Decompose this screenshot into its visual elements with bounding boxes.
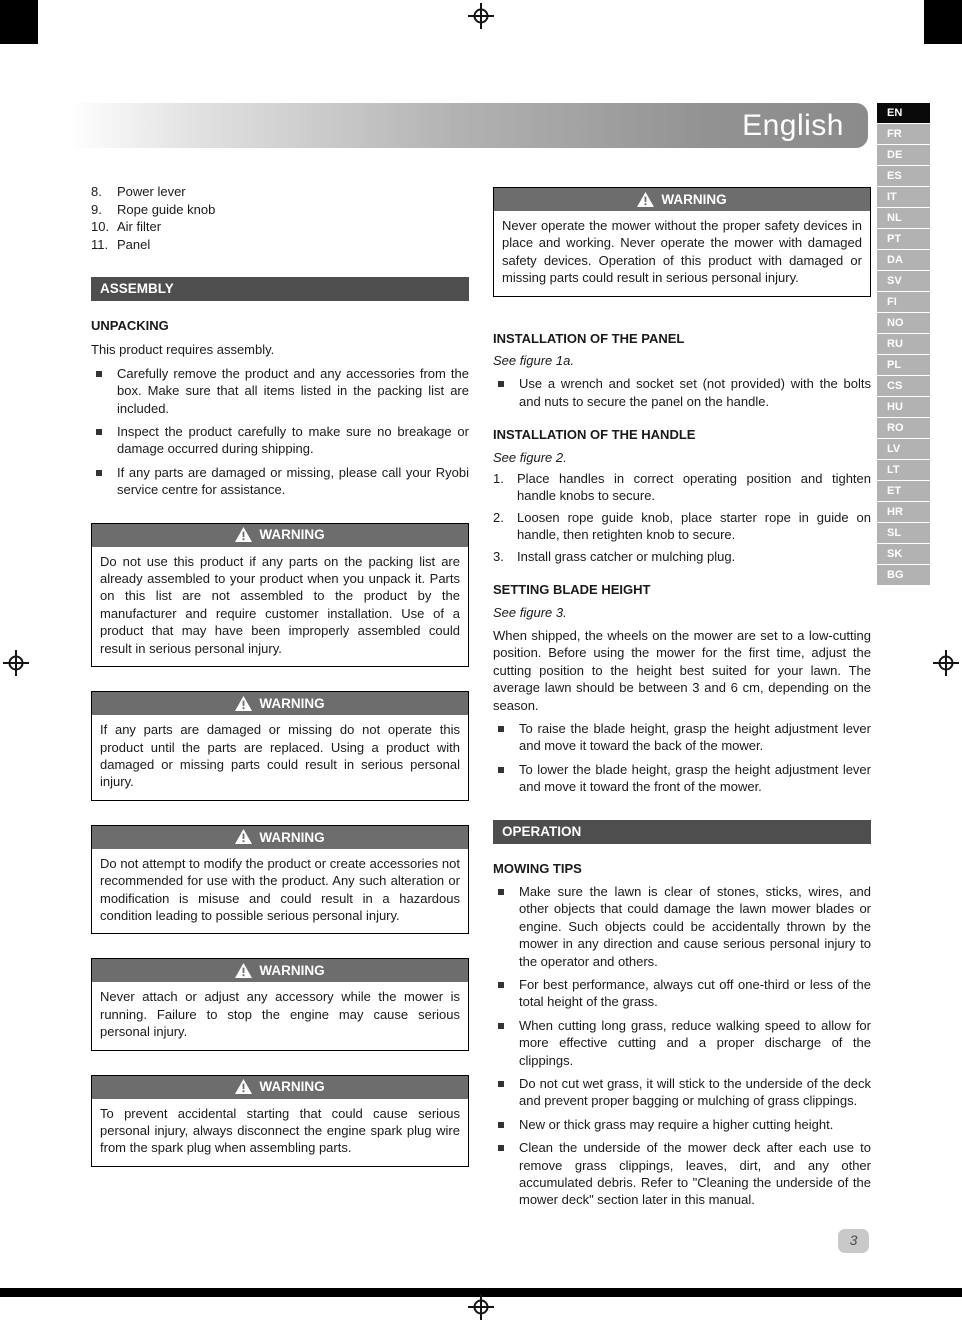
- page-number: 3: [838, 1229, 869, 1253]
- bullet-square-icon: [96, 470, 102, 476]
- language-tab-ro[interactable]: RO: [877, 418, 930, 438]
- warning-icon: [235, 829, 252, 844]
- figure-reference: See figure 2.: [493, 449, 567, 465]
- page-header-band: [68, 103, 868, 148]
- bullet-text: To lower the blade height, grasp the height adjustment lever and move it toward the front of the mower.: [519, 761, 871, 795]
- warning-title: WARNING: [259, 527, 325, 543]
- language-tab-en[interactable]: EN: [877, 103, 930, 123]
- parts-list-label: Rope guide knob: [117, 201, 216, 217]
- language-tab-lv[interactable]: LV: [877, 439, 930, 459]
- warning-header: [92, 692, 468, 715]
- bullet-text: If any parts are damaged or missing, please call your Ryobi service centre for assistance.: [117, 464, 469, 498]
- list-item: [493, 1116, 871, 1133]
- warning-header: [92, 524, 468, 547]
- numbered-step: [493, 470, 871, 505]
- right-column: [493, 187, 871, 1209]
- language-tab-de[interactable]: DE: [877, 145, 930, 165]
- language-tab-et[interactable]: ET: [877, 481, 930, 501]
- warning-box: [91, 523, 469, 667]
- parts-list-row: [91, 218, 469, 236]
- parts-list-number: 9.: [91, 201, 102, 217]
- bullet-text: Do not cut wet grass, it will stick to the underside of the deck and prevent proper bagging or mulching of grass clippings.: [519, 1076, 871, 1109]
- warning-title: WARNING: [661, 191, 727, 207]
- bullet-square-icon: [96, 371, 102, 377]
- list-item: [493, 883, 871, 970]
- parts-list-number: 11.: [91, 236, 109, 252]
- list-item: [493, 976, 871, 1011]
- language-tab-ru[interactable]: RU: [877, 334, 930, 354]
- figure-reference: See figure 3.: [493, 604, 567, 620]
- warning-text: Do not use this product if any parts on the packing list are already assembled to your product when you unpack it. Parts on this list are not assembled to the product by the manufacturer and require customer installation. Use of a product that may have been improperly assembled could result in serious personal injury.: [100, 553, 460, 656]
- warning-text: Never attach or adjust any accessory while the mower is running. Failure to stop the engine may cause serious personal injury.: [100, 989, 460, 1040]
- language-tab-pt[interactable]: PT: [877, 229, 930, 249]
- warning-box: [91, 958, 469, 1050]
- language-tab-da[interactable]: DA: [877, 250, 930, 270]
- step-text: Loosen rope guide knob, place starter rope in guide on handle, then retighten knob to secure.: [517, 509, 871, 543]
- bullet-square-icon: [498, 982, 504, 988]
- bullet-text: Carefully remove the product and any accessories from the box. Make sure that all items listed in the packing list are included.: [117, 365, 469, 416]
- section-header-assembly: ASSEMBLY: [91, 277, 469, 301]
- step-number: 1.: [493, 471, 504, 487]
- step-text: Install grass catcher or mulching plug.: [517, 548, 736, 564]
- bullet-text: When cutting long grass, reduce walking speed to allow for more effective cutting and a proper discharge of the clippings.: [519, 1017, 871, 1068]
- bullet-text: For best performance, always cut off one-third or less of the total height of the grass.: [519, 977, 871, 1010]
- heading-setting-blade-height: SETTING BLADE HEIGHT: [493, 582, 651, 598]
- warning-title: WARNING: [259, 829, 325, 845]
- warning-text: Never operate the mower without the proper safety devices in place and working. Never operate the mower with damaged safety devices. Operation of this product with damaged or missing parts could result in serious personal injury.: [502, 218, 862, 286]
- language-tab-bg[interactable]: BG: [877, 565, 930, 585]
- list-item: [493, 1075, 871, 1110]
- warning-header: [494, 188, 870, 211]
- warning-icon: [235, 1079, 252, 1094]
- page-language-title: English: [742, 108, 844, 142]
- bullet-text: Use a wrench and socket set (not provided) with the bolts and nuts to secure the panel on the handle.: [519, 376, 871, 409]
- heading-mowing-tips: MOWING TIPS: [493, 860, 582, 876]
- warning-title: WARNING: [259, 963, 325, 979]
- bullet-text: Make sure the lawn is clear of stones, sticks, wires, and other objects that could damage the lawn mower blades or engine. Such objects could be accidentally thrown by the mower in any direction and cause serious personal injury to the operator and others.: [519, 883, 871, 969]
- parts-list-row: [91, 183, 469, 201]
- warning-icon: [637, 192, 654, 207]
- heading-unpacking: UNPACKING: [91, 318, 169, 333]
- bullet-text: To raise the blade height, grasp the height adjustment lever and move it toward the back of the mower.: [519, 720, 871, 754]
- warning-text: Do not attempt to modify the product or create accessories not recommended for use with the product. Any such alteration or modification is misuse and could result in a hazardous condition leading to possible serious personal injury.: [100, 855, 460, 923]
- language-tab-it[interactable]: IT: [877, 187, 930, 207]
- blade-height-paragraph: When shipped, the wheels on the mower are set to a low-cutting position. Before using the mower for the first time, adjust the cutting position to the height best suited for your lawn. The average lawn should be between 3 and 6 cm, depending on the season.: [493, 627, 871, 713]
- registration-mark-icon: [933, 650, 959, 676]
- bullet-text: New or thick grass may require a higher cutting height.: [519, 1116, 834, 1132]
- list-item: [493, 720, 871, 755]
- registration-mark-icon: [468, 3, 494, 29]
- language-tab-lt[interactable]: LT: [877, 460, 930, 480]
- warning-icon: [235, 963, 252, 978]
- list-item: [493, 1017, 871, 1069]
- warning-text: If any parts are damaged or missing do not operate this product until the parts are replaced. Using a product with damaged or missing parts could result in serious personal injury.: [100, 722, 460, 790]
- parts-list-number: 10.: [91, 219, 110, 234]
- numbered-step: [493, 548, 871, 565]
- warning-text: To prevent accidental starting that could cause serious personal injury, always disconnect the engine spark plug wire from the spark plug when assembling parts.: [100, 1105, 460, 1156]
- registration-mark-icon: [3, 650, 29, 676]
- language-tab-sl[interactable]: SL: [877, 523, 930, 543]
- language-tab-fr[interactable]: FR: [877, 124, 930, 144]
- numbered-step: [493, 509, 871, 544]
- list-item: [91, 365, 469, 417]
- warning-header: [92, 826, 468, 849]
- parts-list-row: [91, 201, 469, 219]
- parts-list-label: Panel: [117, 236, 151, 252]
- language-tab-sv[interactable]: SV: [877, 271, 930, 291]
- unpacking-intro: This product requires assembly.: [91, 342, 275, 358]
- bullet-square-icon: [498, 1145, 504, 1151]
- bullet-square-icon: [498, 1122, 504, 1128]
- warning-box: [91, 825, 469, 935]
- registration-mark-icon: [468, 1294, 494, 1320]
- warning-icon: [235, 696, 252, 711]
- bullet-square-icon: [498, 889, 504, 895]
- language-tab-cs[interactable]: CS: [877, 376, 930, 396]
- parts-list-number: 8.: [91, 184, 102, 199]
- left-column: [91, 183, 469, 1167]
- list-item: [493, 1139, 871, 1209]
- warning-header: [92, 959, 468, 982]
- heading-installation-handle: INSTALLATION OF THE HANDLE: [493, 427, 696, 443]
- bullet-square-icon: [498, 767, 504, 773]
- section-header-operation: OPERATION: [493, 820, 871, 844]
- bullet-square-icon: [498, 1081, 504, 1087]
- list-item: [91, 464, 469, 499]
- language-tab-pl[interactable]: PL: [877, 355, 930, 375]
- bullet-square-icon: [498, 381, 504, 387]
- step-number: 3.: [493, 548, 504, 564]
- warning-title: WARNING: [259, 1079, 325, 1095]
- language-tab-no[interactable]: NO: [877, 313, 930, 333]
- language-tab-fi[interactable]: FI: [877, 292, 930, 312]
- language-tab-sk[interactable]: SK: [877, 544, 930, 564]
- warning-box: [493, 187, 871, 297]
- language-tab-column: [877, 103, 930, 586]
- language-tab-hr[interactable]: HR: [877, 502, 930, 522]
- parts-list-label: Air filter: [117, 219, 162, 234]
- language-tab-nl[interactable]: NL: [877, 208, 930, 228]
- warning-box: [91, 691, 469, 801]
- bullet-text: Inspect the product carefully to make sure no breakage or damage occurred during shipping.: [117, 424, 469, 457]
- warning-icon: [235, 527, 252, 542]
- crop-mark-top-left: [0, 0, 38, 44]
- language-tab-es[interactable]: ES: [877, 166, 930, 186]
- step-text: Place handles in correct operating position and tighten handle knobs to secure.: [517, 471, 871, 504]
- crop-mark-top-right: [924, 0, 962, 44]
- figure-reference: See figure 1a.: [493, 353, 574, 369]
- warning-box: [91, 1075, 469, 1167]
- heading-installation-panel: INSTALLATION OF THE PANEL: [493, 330, 685, 346]
- parts-list-row: [91, 236, 469, 254]
- step-number: 2.: [493, 509, 504, 525]
- bullet-text: Clean the underside of the mower deck after each use to remove grass clippings, leaves, dirt, and any other accumulated debris. Refer to "Cleaning the underside of the mower deck" section later in this manual.: [519, 1140, 871, 1208]
- language-tab-hu[interactable]: HU: [877, 397, 930, 417]
- warning-header: [92, 1076, 468, 1099]
- bullet-square-icon: [498, 726, 504, 732]
- parts-list-label: Power lever: [117, 184, 186, 199]
- bullet-square-icon: [96, 429, 102, 435]
- list-item: [493, 375, 871, 410]
- bullet-square-icon: [498, 1023, 504, 1029]
- warning-title: WARNING: [259, 695, 325, 711]
- list-item: [493, 761, 871, 796]
- list-item: [91, 423, 469, 458]
